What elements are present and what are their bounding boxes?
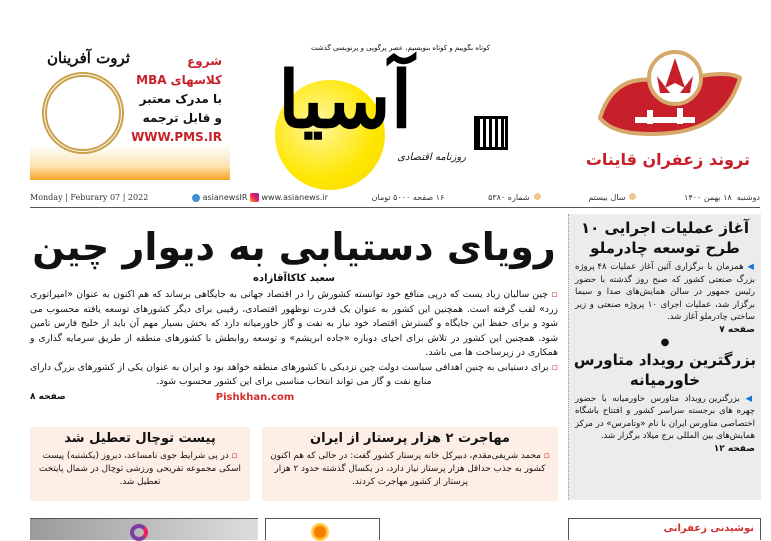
masthead-subtitle: روزنامه اقتصادی [397, 152, 466, 163]
arrow-icon: ◀ [747, 262, 755, 272]
weekday: دوشنبه [736, 193, 760, 202]
box-text: محمد شریفی‌مقدم، دبیرکل خانه پرستار کشور گفت: در حالی که هم اکنون کشور به جذب حداقل هزار پرستار نیاز دارد، در یکسال گذشته حدود ۲ هزار پرستار از کشور مهاجرت کردند. [270, 451, 546, 487]
trand-logo-icon [595, 48, 745, 143]
news-box[interactable] [30, 427, 250, 501]
mba-ad[interactable] [30, 42, 230, 180]
masthead [270, 40, 510, 180]
verified-icon [192, 194, 200, 202]
social-handle[interactable]: asianewsIR [202, 193, 248, 202]
ad-url[interactable]: WWW.PMS.IR [131, 130, 222, 144]
square-bullet-icon: ▫ [543, 451, 550, 461]
swirl-logo-icon [130, 524, 148, 541]
date-bar [30, 188, 760, 208]
main-story-body [30, 288, 558, 390]
side-headline[interactable]: آغاز عملیات اجرایی ۱۰ طرح توسعه چادرملو [580, 219, 750, 257]
square-bullet-icon: ▫ [551, 361, 558, 373]
side-column [568, 214, 761, 500]
page-ref[interactable]: صفحه ۱۲ [713, 443, 755, 454]
bullet-icon [629, 193, 636, 200]
ad-logo-text: ثروت آفرینان [47, 49, 130, 67]
main-story [30, 224, 558, 404]
ad-title: نوشیدنی زعفرانی [663, 523, 754, 534]
author: سعید کاکاآقازاده [253, 273, 335, 284]
side-text: همزمان با برگزاری آئین آغاز عملیات ۴۸ پروژه بزرگ صنعتی کشور که صبح روز گذشته با حضور رئیس جمهور در سالن همایش‌های صدا و سیما برگزار شد، عملیات اجرای ۱۰ پروژه صنعتی و زیر ساختی چادرملو آغاز شد. [575, 262, 756, 322]
separator-dot-icon: ● [660, 336, 670, 348]
masthead-slogan: کوتاه بگوییم و کوتاه بنویسیم، عصر پرگویی و پرنویسی گذشت [310, 44, 490, 52]
box-headline[interactable]: مهاجرت ۲ هزار پرستار از ایران [310, 431, 510, 446]
main-headline[interactable]: رویای دستیابی به دیوار چین [32, 225, 556, 269]
page-ref[interactable]: صفحه ۷ [719, 324, 755, 335]
english-date: Monday | Feburary 07 | 2022 [30, 193, 149, 202]
side-story[interactable] [569, 218, 761, 336]
instagram-icon [250, 193, 259, 202]
trand-saffron-ad[interactable] [565, 48, 760, 180]
watermark: Pishkhan.com [215, 391, 295, 403]
side-text: بزرگترین رویداد متاورس خاورمیانه با حضور چهره های برجسته سراسر کشور و افتتاح باشگاه اختصاصی متاورس ایران با نام «وتامرس» در مرکز همایش‌های بین المللی برج میلاد برگزار شد. [575, 393, 755, 441]
page-ref[interactable]: صفحه ۸ [30, 391, 66, 402]
laurel-emblem-icon [42, 49, 130, 154]
square-bullet-icon: ▫ [231, 451, 238, 461]
side-headline[interactable]: بزرگترین رویداد متاورس خاورمیانه [573, 350, 757, 389]
bottom-ad[interactable] [30, 518, 258, 540]
year: سال بیستم [588, 193, 626, 202]
persian-date: ۱۸ بهمن ۱۴۰۰ [684, 193, 732, 202]
issue-number: شماره ۵۳۸۰ [488, 193, 530, 202]
newspaper-logo: آسیا [278, 55, 413, 146]
paragraph: برای دستیابی به چنین اهدافی سیاست دولت چین نزدیکی با کشورهای منطقه خواهد بود و ایران به عنوان یکی از کشورهای بزرگ دارای منابع نفت و گاز می تواند انتخاب مناسبی برای این کشور محسوب شود. [30, 361, 549, 387]
box-text: در پی شرایط جوی نامساعد، دیروز (یکشنبه) پیست اسکی مجموعه تفریحی ورزشی توچال در شمال پایتخت تعطیل شد. [39, 451, 241, 487]
news-box[interactable] [262, 427, 558, 501]
ad-line: شروع [187, 54, 222, 68]
paragraph: چین سالیان زیاد یست که درپی منافع خود توانسته کشورش را در اقتصاد جهانی به جایگاهی برساند که هم اکنون به عنوان «امپراتوری زرد» لقب گرفته است. همچنین این کشور به عنوان یک قدرت نوظهور اقتصادی، رقیبی برای دیگر کشورهای توسعه یافته محسوب می شود و برای حفظ این جایگاه و گسترش اقتصاد خود نیاز به نفت و گاز خاورمیانه دارد که بخش بسیار مهم آن باید از خلیج فارس تامین شود. همچنین این کشور در تلاش برای احیای دوباره «جاده ابریشم» و توسعه روابطش با کشورهای منطقه از طریق سرمایه گذاری و همکاری در زیرساخت ها می باشد. [30, 289, 558, 358]
box-headline[interactable]: پیست توچال تعطیل شد [64, 431, 216, 446]
sun-logo-icon [311, 523, 329, 541]
bottom-ad[interactable] [265, 518, 380, 540]
saffron-drink-ad[interactable] [568, 518, 761, 540]
arrow-icon: ◀ [745, 393, 756, 404]
qr-code-icon[interactable] [474, 116, 508, 150]
ad-line: با مدرک معتبر [139, 92, 222, 106]
bullet-icon [534, 193, 541, 200]
ad-line: و قابل ترجمه [142, 111, 222, 125]
ad-line: کلاسهای MBA [136, 73, 222, 87]
brand-tagline: تروند زعفران قاینات [585, 150, 750, 169]
side-story[interactable] [569, 350, 761, 455]
pages-price: ۱۶ صفحه ۵۰۰۰ تومان [371, 193, 445, 202]
website[interactable]: www.asianews.ir [261, 193, 328, 202]
square-bullet-icon: ▫ [551, 289, 558, 300]
